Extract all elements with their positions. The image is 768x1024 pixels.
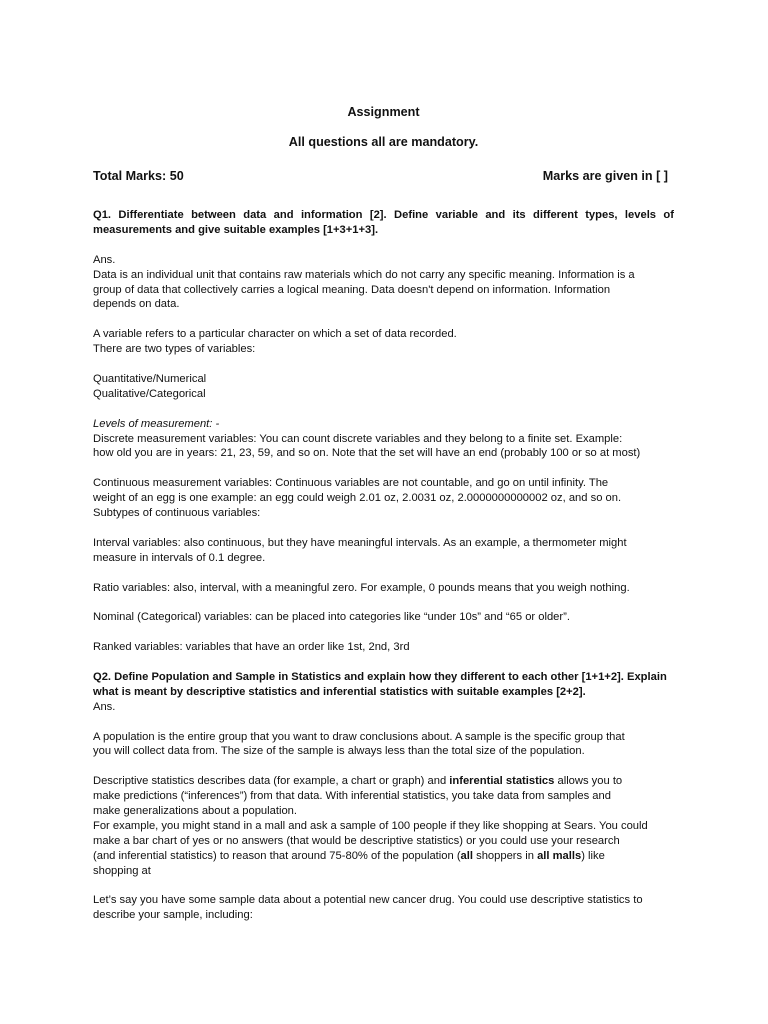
levels-heading: Levels of measurement: - [93, 417, 220, 430]
interval-line: measure in intervals of 0.1 degree. [93, 551, 266, 564]
ranked-line: Ranked variables: variables that have an order like 1st, 2nd, 3rd [93, 641, 410, 654]
continuous-line: weight of an egg is one example: an egg could weigh 2.01 oz, 2.0031 oz, 2.0000000000002 oz, and so on. [93, 492, 622, 505]
example-line: make a bar chart of yes or no answers (that would be descriptive statistics) or you could use your research [93, 834, 620, 847]
continuous-line: Continuous measurement variables: Continuous variables are not countable, and go on until infinity. The [93, 477, 609, 490]
q2-question-line: Q2. Define Population and Sample in Statistics and explain how they different to each other [1+1+2]. Explain [93, 670, 667, 683]
text-run: ) like [581, 849, 605, 862]
descriptive-line [93, 774, 674, 789]
marks-row [93, 168, 674, 184]
text-run: allows you to [554, 775, 623, 788]
population-line: you will collect data from. The size of the sample is always less than the total size of the population. [93, 745, 585, 758]
marks-note: Marks are given in [ ] [542, 169, 668, 183]
bold-term: all malls [537, 849, 582, 862]
ratio-line: Ratio variables: also, interval, with a meaningful zero. For example, 0 pounds means that you weigh nothing. [93, 581, 630, 594]
q2-ans-label: Ans. [93, 700, 116, 713]
document-subtitle: All questions all are mandatory. [288, 135, 479, 149]
descriptive-line: make generalizations about a population. [93, 805, 298, 818]
bold-term: inferential statistics [449, 775, 555, 788]
q1-p2-line: A variable refers to a particular character on which a set of data recorded. [93, 328, 457, 341]
q1-p2-line: There are two types of variables: [93, 343, 256, 356]
discrete-line: Discrete measurement variables: You can count discrete variables and they belong to a finite set. Example: [93, 432, 623, 445]
q1-ans-label: Ans. [93, 253, 116, 266]
example-line [93, 849, 674, 864]
example-line: shopping at [93, 864, 151, 877]
q1-p1-line: depends on data. [93, 298, 180, 311]
discrete-line: how old you are in years: 21, 23, 59, and so on. Note that the set will have an end (probably 100 or so at most) [93, 447, 641, 460]
text-run: (and inferential statistics) to reason that around 75-80% of the population ( [93, 849, 461, 862]
nominal-line: Nominal (Categorical) variables: can be placed into categories like “under 10s” and “65 or older”. [93, 611, 570, 624]
final-line: describe your sample, including: [93, 909, 253, 922]
q1-question: Q1. Differentiate between data and information [2]. Define variable and its different types, levels of measurements and give suitable examples [1+3+1+3]. [93, 209, 674, 236]
population-line: A population is the entire group that you want to draw conclusions about. A sample is the specific group that [93, 730, 625, 743]
total-marks: Total Marks: 50 [93, 169, 184, 183]
q1-p1-line: group of data that collectively carries a logical meaning. Data doesn't depend on information. Information [93, 283, 611, 296]
document-title: Assignment [347, 105, 420, 119]
variable-type-item: Qualitative/Categorical [93, 387, 206, 400]
text-run: shoppers in [473, 849, 538, 862]
continuous-line: Subtypes of continuous variables: [93, 507, 261, 520]
bold-term: all [460, 849, 473, 862]
final-line: Let’s say you have some sample data about a potential new cancer drug. You could use descriptive statistics to [93, 894, 643, 907]
q1-p1-line: Data is an individual unit that contains raw materials which do not carry any specific meaning. Information is a [93, 268, 635, 281]
interval-line: Interval variables: also continuous, but they have meaningful intervals. As an example, a thermometer might [93, 536, 627, 549]
variable-type-item: Quantitative/Numerical [93, 372, 207, 385]
q2-question-line: what is meant by descriptive statistics and inferential statistics with suitable examples [2+2]. [93, 685, 586, 698]
text-run: Descriptive statistics describes data (for example, a chart or graph) and [93, 775, 450, 788]
descriptive-line: make predictions (“inferences”) from that data. With inferential statistics, you take data from samples and [93, 790, 611, 803]
example-line: For example, you might stand in a mall and ask a sample of 100 people if they like shopping at Sears. You could [93, 819, 648, 832]
